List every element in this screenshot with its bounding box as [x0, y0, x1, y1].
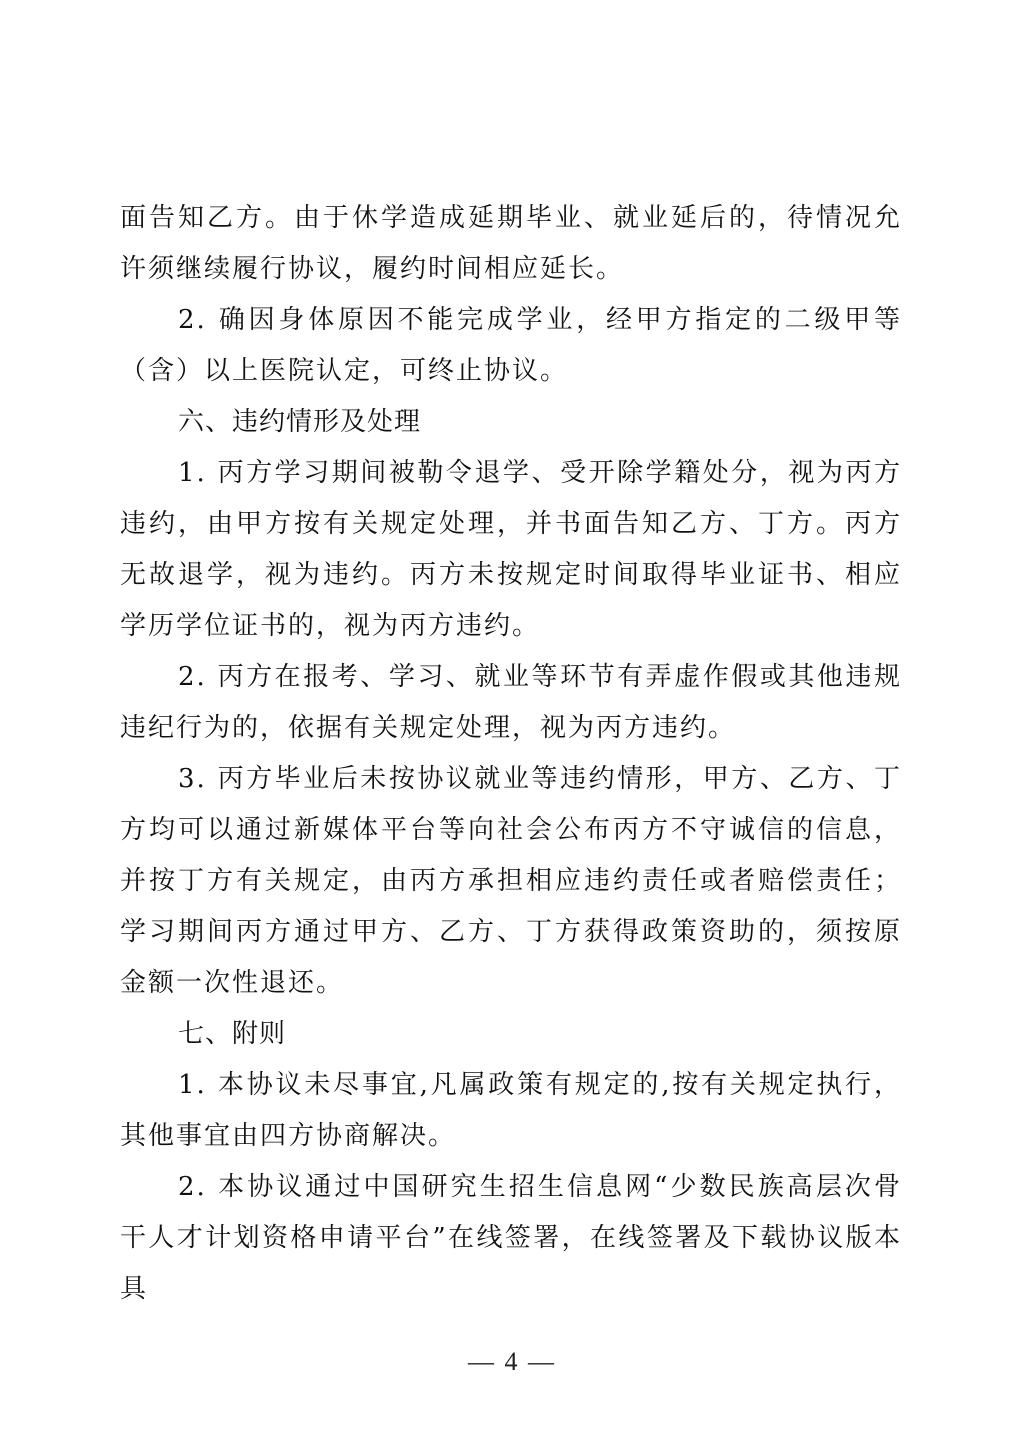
document-body	[120, 193, 902, 1315]
paragraph-item: 3. 丙方毕业后未按协议就业等违约情形，甲方、乙方、丁方均可以通过新媒体平台等向社会公布丙方不守诚信的信息，并按丁方有关规定，由丙方承担相应违约责任或者赔偿责任；学习期间丙方通过甲方、乙方、丁方获得政策资助的，须按原金额一次性退还。	[120, 764, 902, 998]
paragraph-continuation: 面告知乙方。由于休学造成延期毕业、就业延后的，待情况允许须继续履行协议，履约时间相应延长。	[120, 203, 902, 284]
paragraph-item: 1. 本协议未尽事宜,凡属政策有规定的,按有关规定执行，其他事宜由四方协商解决。	[120, 1070, 902, 1151]
paragraph-item: 2. 本协议通过中国研究生招生信息网“少数民族高层次骨干人才计划资格申请平台”在线签署，在线签署及下载协议版本具	[120, 1172, 902, 1304]
section-heading: 六、违约情形及处理	[178, 407, 422, 437]
section-heading: 七、附则	[178, 1019, 287, 1049]
page-number: — 4 —	[468, 1347, 556, 1376]
paragraph-item: 2. 丙方在报考、学习、就业等环节有弄虚作假或其他违规违纪行为的，依据有关规定处理，视为丙方违约。	[120, 662, 902, 743]
paragraph-item: 1. 丙方学习期间被勒令退学、受开除学籍处分，视为丙方违约，由甲方按有关规定处理，并书面告知乙方、丁方。丙方无故退学，视为违约。丙方未按规定时间取得毕业证书、相应学历学位证书的，视为丙方违约。	[120, 458, 902, 641]
paragraph-item: 2. 确因身体原因不能完成学业，经甲方指定的二级甲等（含）以上医院认定，可终止协议。	[120, 305, 902, 386]
